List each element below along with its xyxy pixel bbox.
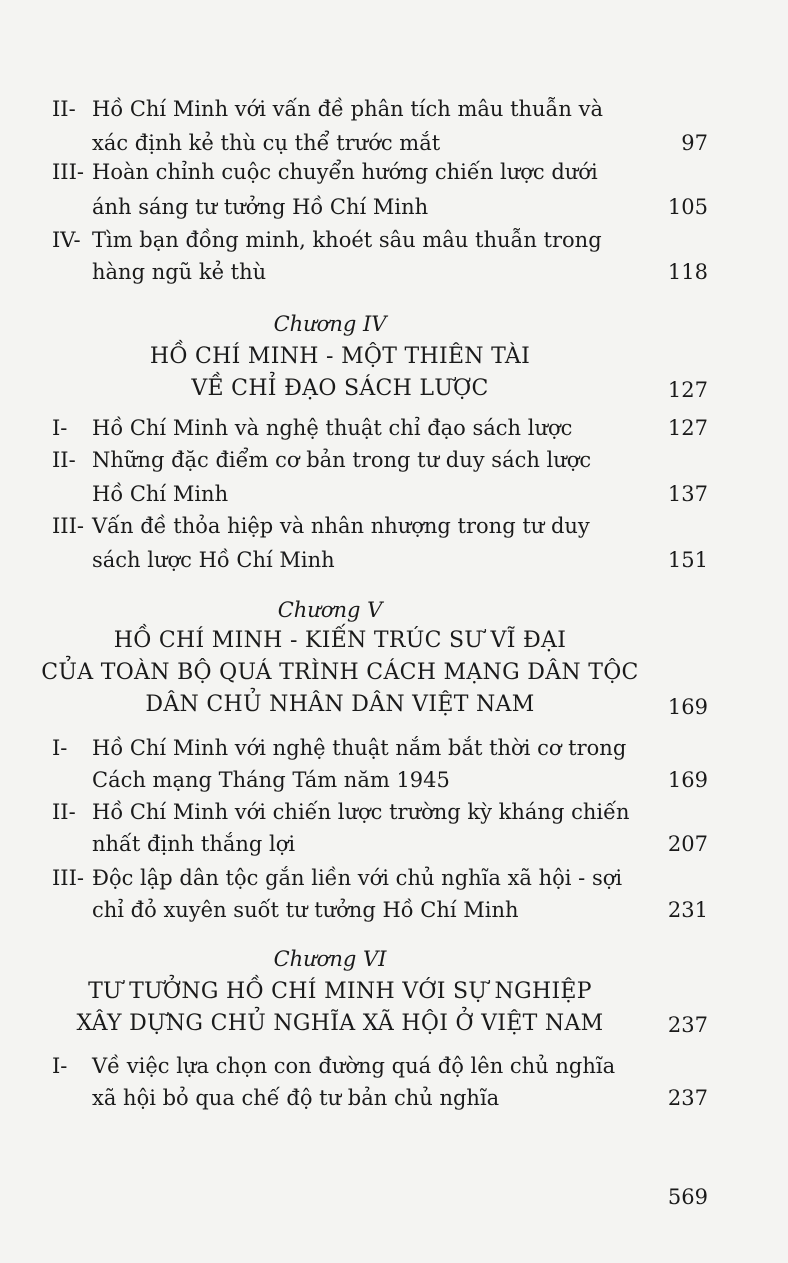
toc-entry-line: nhất định thắng lợi [92,832,296,856]
chapter-label: Chương IV [273,312,387,336]
toc-entry-roman: III- [52,160,84,184]
toc-entry-page: 127 [667,416,708,440]
chapter-title: HỒ CHÍ MINH - MỘT THIÊN TÀI [149,344,531,369]
toc-entry-line: Hồ Chí Minh với vấn đề phân tích mâu thuẫn và [92,97,604,121]
toc-entry-page: 97 [681,131,708,155]
toc-entry-line: xã hội bỏ qua chế độ tư bản chủ nghĩa [92,1086,500,1110]
toc-entry-line: Hồ Chí Minh với chiến lược trường kỳ kháng chiến [92,800,630,824]
toc-entry-line: Độc lập dân tộc gắn liền với chủ nghĩa xã hội - sợi [92,866,623,890]
toc-entry-page: 207 [667,832,708,856]
toc-entry-line: Hồ Chí Minh với nghệ thuật nắm bắt thời cơ trong [92,736,627,760]
toc-entry-roman: I- [52,416,68,440]
toc-entry-page: 151 [667,548,708,572]
toc-entry-roman: IV- [52,228,81,252]
toc-entry-roman: II- [52,448,76,472]
chapter-title: XÂY DỰNG CHỦ NGHĨA XÃ HỘI Ở VIỆT NAM [76,1011,604,1036]
chapter-title: TƯ TƯỞNG HỒ CHÍ MINH VỚI SỰ NGHIỆP [88,979,592,1004]
toc-entry-line: Hoàn chỉnh cuộc chuyển hướng chiến lược dưới [92,160,598,184]
toc-entry-line: Hồ Chí Minh [92,482,229,506]
toc-entry-page: 237 [667,1086,708,1110]
toc-entry-line: chỉ đỏ xuyên suốt tư tưởng Hồ Chí Minh [92,898,519,922]
toc-entry-line: Vấn đề thỏa hiệp và nhân nhượng trong tư duy [92,514,590,538]
chapter-title: VỀ CHỈ ĐẠO SÁCH LƯỢC [191,376,489,401]
chapter-title: HỒ CHÍ MINH - KIẾN TRÚC SƯ VĨ ĐẠI [113,628,567,653]
toc-entry-roman: I- [52,736,68,760]
toc-entry-roman: III- [52,866,84,890]
toc-entry-line: Cách mạng Tháng Tám năm 1945 [92,768,450,792]
toc-entry-line: xác định kẻ thù cụ thể trước mắt [92,131,441,155]
toc-entry-line: Hồ Chí Minh và nghệ thuật chỉ đạo sách lược [92,416,573,440]
chapter-label: Chương V [277,598,383,622]
chapter-page: 237 [667,1013,708,1037]
toc-entry-page: 169 [667,768,708,792]
toc-entry-page: 118 [667,260,708,284]
chapter-label: Chương VI [273,947,387,971]
chapter-title: CỦA TOÀN BỘ QUÁ TRÌNH CÁCH MẠNG DÂN TỘC [41,660,639,685]
toc-entry-line: sách lược Hồ Chí Minh [92,548,335,572]
toc-entry-line: Tìm bạn đồng minh, khoét sâu mâu thuẫn trong [92,228,602,252]
toc-entry-roman: II- [52,800,76,824]
toc-entry-line: hàng ngũ kẻ thù [92,260,267,284]
page-number: 569 [667,1185,708,1209]
chapter-title: DÂN CHỦ NHÂN DÂN VIỆT NAM [145,692,535,717]
toc-entry-roman: I- [52,1054,68,1078]
chapter-page: 127 [667,378,708,402]
toc-entry-page: 105 [667,195,708,219]
toc-entry-roman: II- [52,97,76,121]
toc-entry-page: 231 [667,898,708,922]
toc-entry-line: Những đặc điểm cơ bản trong tư duy sách lược [92,448,592,472]
toc-entry-line: ánh sáng tư tưởng Hồ Chí Minh [92,195,429,219]
toc-entry-line: Về việc lựa chọn con đường quá độ lên chủ nghĩa [92,1054,616,1078]
chapter-page: 169 [667,695,708,719]
toc-entry-roman: III- [52,514,84,538]
toc-entry-page: 137 [667,482,708,506]
